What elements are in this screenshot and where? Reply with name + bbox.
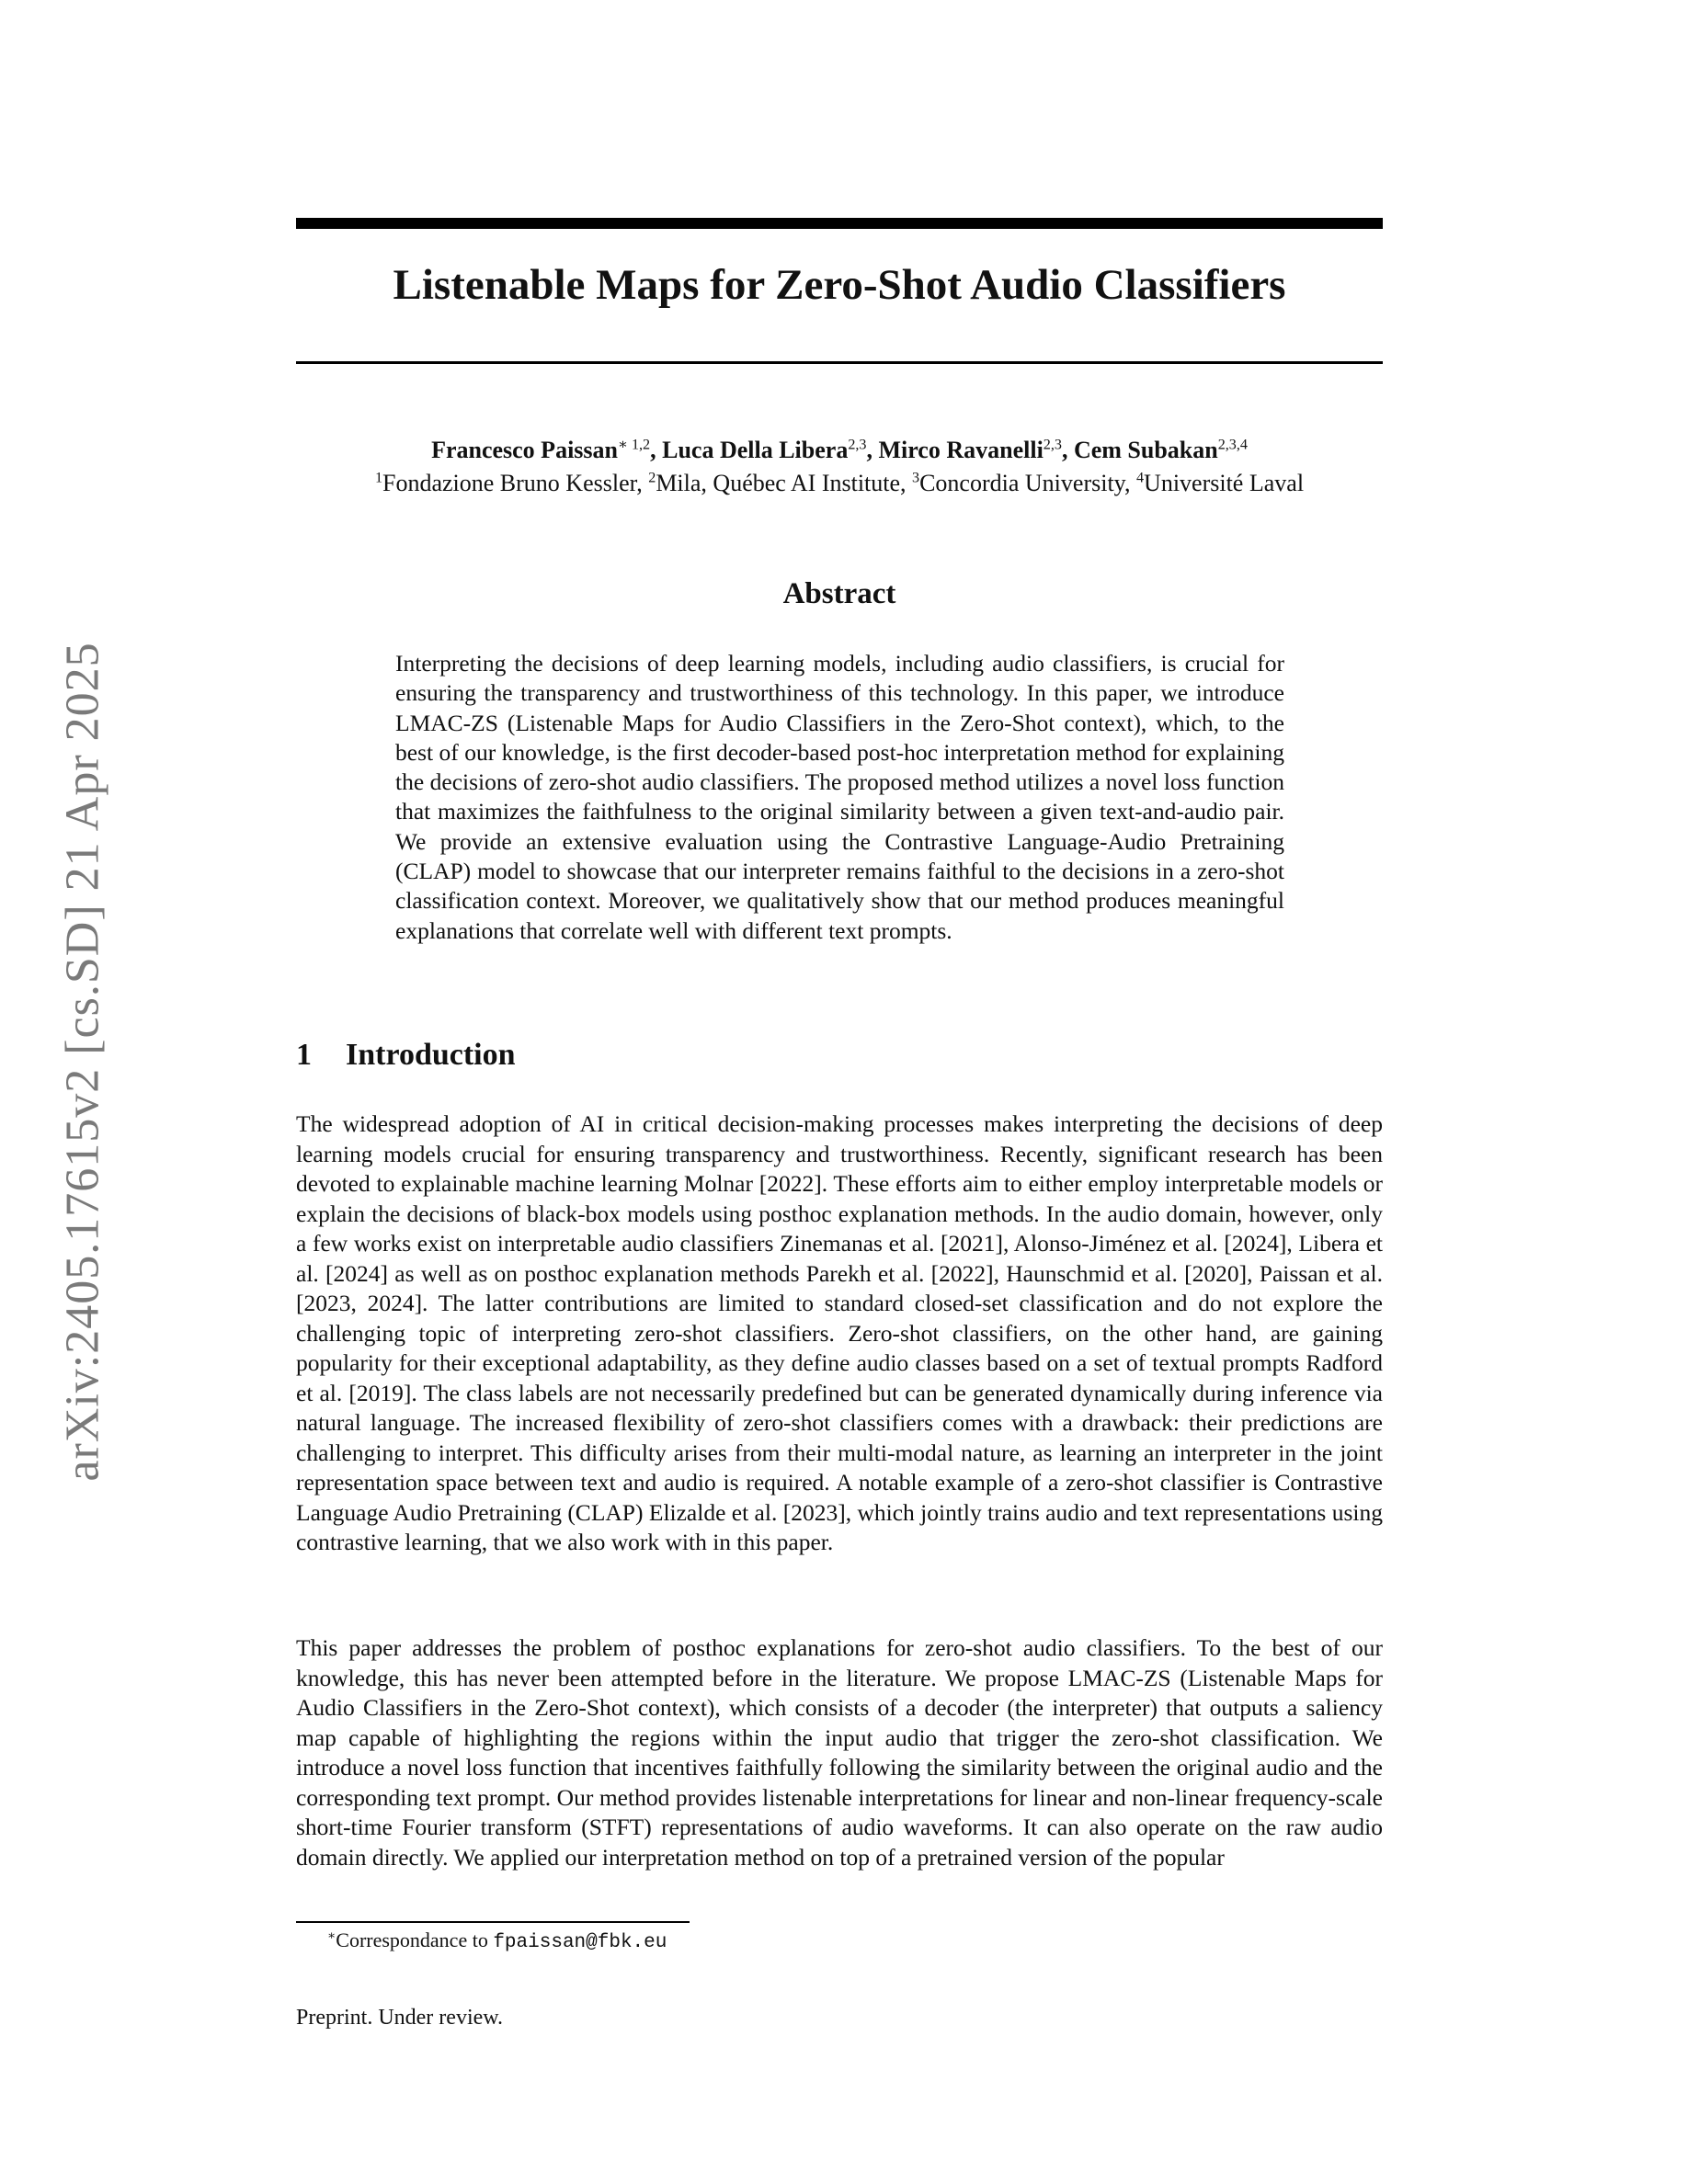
affiliation-name: Mila, Québec AI Institute bbox=[656, 470, 901, 496]
abstract-heading: Abstract bbox=[782, 577, 896, 610]
preprint-note: Preprint. Under review. bbox=[296, 2006, 504, 2030]
author-name: Luca Della Libera bbox=[662, 437, 849, 463]
author-affiliation-marks: 2,3 bbox=[1043, 437, 1062, 453]
affiliation-mark: 2 bbox=[648, 470, 656, 486]
affiliation-mark: 3 bbox=[912, 470, 920, 486]
footnote-email-link[interactable]: fpaissan@fbk.eu bbox=[493, 1932, 667, 1953]
author-affiliation-marks: 2,3,4 bbox=[1217, 437, 1248, 453]
section-title: Introduction bbox=[346, 1038, 516, 1072]
affiliation-mark: 4 bbox=[1135, 470, 1145, 486]
section-number: 1 bbox=[296, 1038, 312, 1072]
author-affiliation-marks: 2,3 bbox=[848, 437, 867, 453]
author-list: Francesco Paissan$^{∗ 1,2}$, Luca Della Libera$^{2,3}$, Mirco Ravanelli$^{2,3}$, Cem Subakan$^{2,3,4}$ bbox=[431, 437, 1248, 463]
body-paragraph: This paper addresses the problem of posthoc explanations for zero-shot audio classifiers. To the best of our knowledge, this has never been attempted before in the literature. We propose LMAC-ZS (Listenable Maps for Audio Classifiers in the Zero-Shot context), which consists of a decoder (the interpreter) that outputs a saliency map capable of highlighting the regions within the input audio that trigger the zero-shot classification. We introduce a novel loss function that incentives faithfully following the similarity between the original audio and the corresponding text prompt. Our method provides listenable interpretations for linear and non-linear frequency-scale short-time Fourier transform (STFT) representations of audio waveforms. It can also operate on the raw audio domain directly. We applied our interpretation method on top of a pretrained version of the popular bbox=[296, 1634, 1383, 1871]
affiliation-list: $^1$Fondazione Bruno Kessler, $^2$Mila, Québec AI Institute, $^3$Concordia University, $^4$Université Laval bbox=[374, 470, 1305, 496]
footnote-text: Correspondance to bbox=[336, 1928, 494, 1951]
title-bottom-rule bbox=[296, 361, 1383, 364]
abstract-text: Interpreting the decisions of deep learning models, including audio classifiers, is crucial for ensuring the transparency and trustworthiness of this technology. In this paper, we introduce LMAC-ZS (Listenable Maps for Audio Classifiers in the Zero-Shot context), which, to the best of our knowledge, is the first decoder-based post-hoc interpretation method for explaining the decisions of zero-shot audio classifiers. The proposed method utilizes a novel loss function that maximizes the faithfulness to the original similarity between a given text-and-audio pair. We provide an extensive evaluation using the Contrastive Language-Audio Pretraining (CLAP) model to showcase that our interpreter remains faithful to the decisions in a zero-shot classification context. Moreover, we qualitatively show that our method produces meaningful explanations that correlate well with different text prompts. bbox=[395, 650, 1284, 944]
affiliation-mark: 1 bbox=[374, 470, 382, 486]
section-heading bbox=[296, 1038, 1383, 1073]
author-name: Mirco Ravanelli bbox=[878, 437, 1044, 463]
footnote bbox=[327, 1928, 667, 1955]
arxiv-identifier-stamp bbox=[46, 579, 120, 1544]
author-affiliation-marks: ∗ 1,2 bbox=[617, 437, 651, 453]
title-top-rule bbox=[296, 218, 1383, 229]
footnote-rule bbox=[296, 1921, 690, 1923]
arxiv-identifier-text: arXiv:2405.17615v2 [cs.SD] 21 Apr 2025 bbox=[56, 642, 109, 1482]
footnote-mark: ∗ bbox=[327, 1928, 336, 1942]
author-name: Cem Subakan bbox=[1073, 437, 1218, 463]
affiliation-name: Fondazione Bruno Kessler bbox=[382, 470, 637, 496]
affiliation-name: Université Laval bbox=[1144, 470, 1305, 496]
paper-title: Listenable Maps for Zero-Shot Audio Classifiers bbox=[393, 261, 1286, 309]
author-name: Francesco Paissan bbox=[431, 437, 618, 463]
body-paragraph: The widespread adoption of AI in critical decision-making processes makes interpreting the decisions of deep learning models crucial for ensuring transparency and trustworthiness. Recently, significant research has been devoted to explainable machine learning Molnar [2022]. These efforts aim to either employ interpretable models or explain the decisions of black-box models using posthoc explanation methods. In the audio domain, however, only a few works exist on interpretable audio classifiers Zinemanas et al. [2021], Alonso-Jiménez et al. [2024], Libera et al. [2024] as well as on posthoc explanation methods Parekh et al. [2022], Haunschmid et al. [2020], Paissan et al. [2023, 2024]. The latter contributions are limited to standard closed-set classification and do not explore the challenging topic of interpreting zero-shot classifiers. Zero-shot classifiers, on the other hand, are gaining popularity for their exceptional adaptability, as they define audio classes based on a set of textual prompts Radford et al. [2019]. The class labels are not necessarily predefined but can be generated dynamically during inference via natural language. The increased flexibility of zero-shot classifiers comes with a drawback: their predictions are challenging to interpret. This difficulty arises from their multi-modal nature, as learning an interpreter in the joint representation space between text and audio is required. A notable example of a zero-shot classifier is Contrastive Language Audio Pretraining (CLAP) Elizalde et al. [2023], which jointly trains audio and text representations using contrastive learning, that we also work with in this paper. bbox=[296, 1110, 1383, 1555]
affiliation-name: Concordia University bbox=[919, 470, 1124, 496]
